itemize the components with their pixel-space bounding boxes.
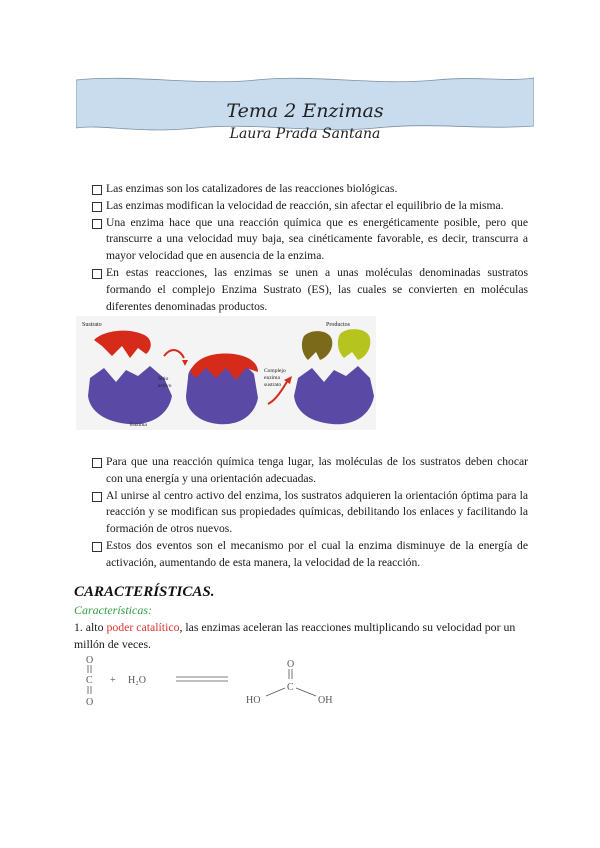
product-oxygen: O (287, 659, 295, 670)
list-item: Al unirse al centro activo del enzima, los sustratos adquieren la orientación óptima para la reacción y se modifican sus propiedades químicas, debilitando los enlaces y facilitando la formación de otros nuevos. (92, 488, 528, 538)
checkbox-icon (92, 219, 102, 229)
enzyme-substrate-diagram (76, 316, 376, 430)
enzyme-shape (294, 366, 374, 424)
label-complejo-2: enzima (264, 375, 280, 381)
label-sustrato: Sustrato (82, 322, 102, 328)
chemical-reaction (76, 652, 366, 714)
page-author: Laura Prada Santana (229, 126, 381, 142)
title-banner (76, 72, 534, 142)
product-hydroxyl-right: OH (318, 695, 333, 706)
checkbox-icon (92, 458, 102, 468)
label-enzima: Enzima (130, 422, 147, 428)
product-carbon: C (287, 682, 294, 693)
highlighted-term: poder catalítico (106, 620, 180, 634)
checkbox-icon (92, 269, 102, 279)
checkbox-icon (92, 492, 102, 502)
list-item: Una enzima hace que una reacción química que es energéticamente posible, pero que transcurre a una velocidad muy baja, sea cinéticamente favorable, es decir, transcurra a mayor velocidad que en ausencia de la enzima. (92, 215, 528, 265)
page-title: Tema 2 Enzimas (226, 100, 384, 122)
checkbox-icon (92, 185, 102, 195)
list-item: Para que una reacción química tenga lugar, las moléculas de los sustratos deben chocar con una energía y una orientación adecuadas. (92, 454, 528, 488)
label-sitio: Sitio (158, 376, 169, 382)
product-hydroxyl-left: HO (246, 695, 261, 706)
list-item: Las enzimas son los catalizadores de las reacciones biológicas. (92, 181, 528, 198)
intro-bullet-list (92, 181, 528, 315)
list-item: Estos dos eventos son el mecanismo por el cual la enzima disminuye de la energía de activación, aumentando de esta manera, la velocidad de la reacción. (92, 538, 528, 572)
label-complejo-1: Complejo (264, 368, 286, 374)
plus-sign: + (110, 675, 116, 686)
co2-carbon: C (86, 675, 93, 686)
list-item: En estas reacciones, las enzimas se unen a unas moléculas denominadas sustratos formando el complejo Enzima Sustrato (ES), las cuales se convierten en moléculas diferentes denominadas productos. (92, 265, 528, 315)
co2-oxygen-top: O (86, 655, 94, 666)
characteristic-item: 1. alto poder catalítico, las enzimas aceleran las reacciones multiplicando su velocidad por un millón de veces. (74, 620, 516, 651)
checkbox-icon (92, 542, 102, 552)
co2-oxygen-bottom: O (86, 697, 94, 708)
water-formula: H₂O (128, 675, 146, 686)
checkbox-icon (92, 202, 102, 212)
section-subheading: Características: (74, 603, 152, 617)
mechanism-bullet-list (92, 454, 528, 572)
label-activo: activo (158, 383, 172, 389)
list-item: Las enzimas modifican la velocidad de reacción, sin afectar el equilibrio de la misma. (92, 198, 528, 215)
label-complejo-3: sustrato (264, 382, 282, 388)
section-heading: CARACTERÍSTICAS. (74, 584, 215, 600)
label-productos: Productos (326, 322, 350, 328)
